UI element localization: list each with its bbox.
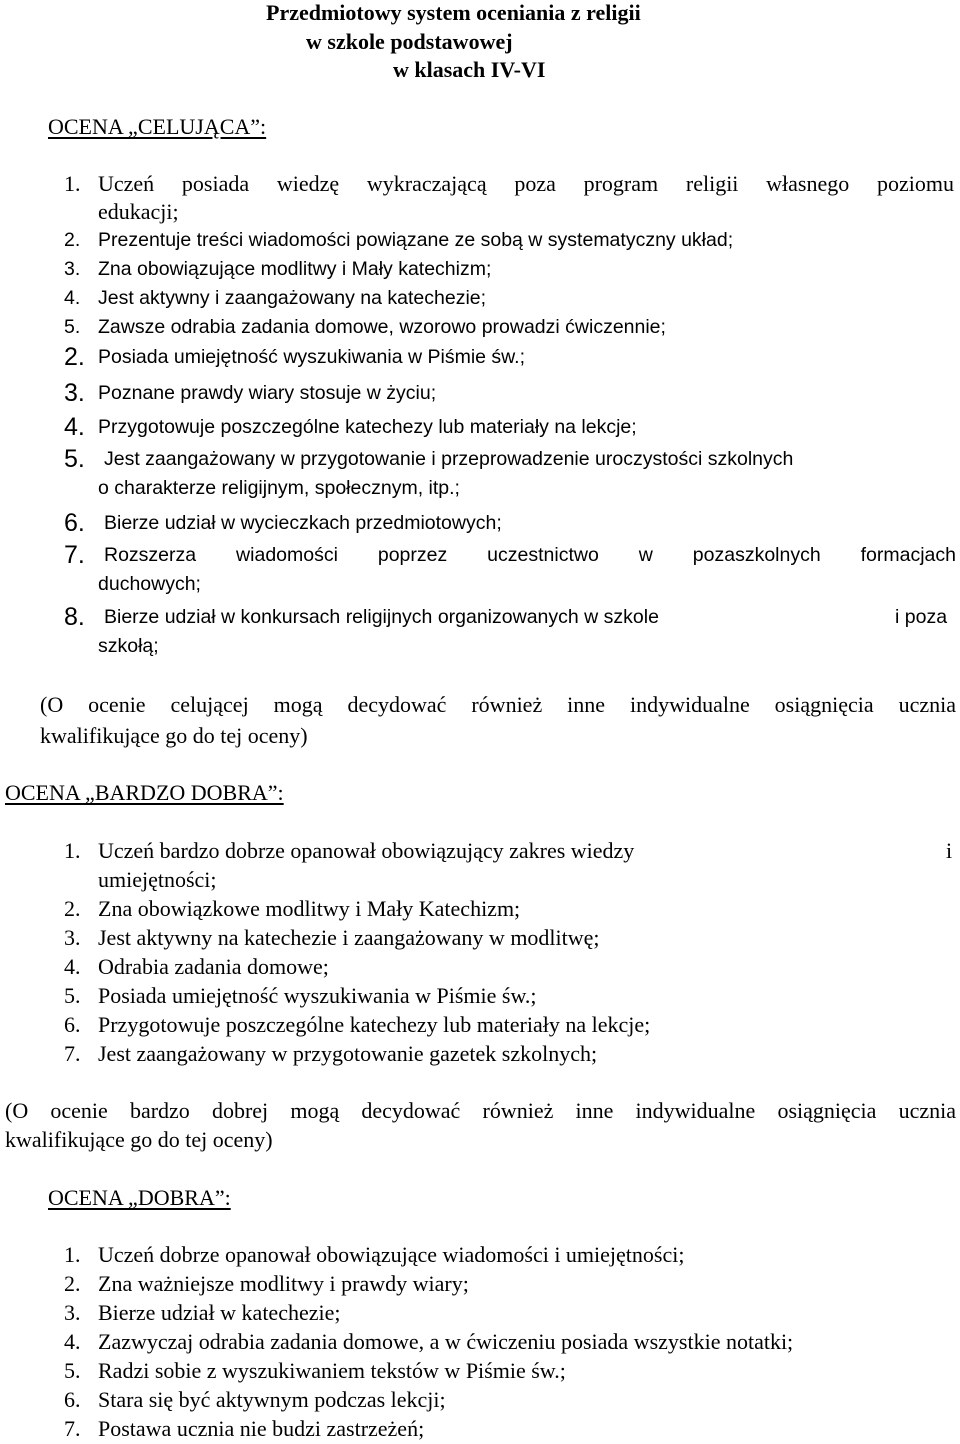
item-text: Bierze udział w katechezie; <box>98 1300 341 1325</box>
item-text: Jest aktywny na katechezie i zaangażowany w modlitwę; <box>98 925 600 950</box>
item-number: 4. <box>64 413 85 441</box>
item-number: 3. <box>64 379 85 407</box>
item-number: 8. <box>64 603 85 631</box>
item-text: Jest zaangażowany w przygotowanie i przeprowadzenie uroczystości szkolnych <box>104 448 794 470</box>
item-text: Uczeń posiada wiedzę wykraczającą poza program religii własnego poziomu <box>98 171 954 196</box>
item-text: Posiada umiejętność wyszukiwania w Piśmie św.; <box>98 983 537 1008</box>
item-text: Uczeń bardzo dobrze opanował obowiązujący zakres wiedzy <box>98 838 635 863</box>
item-text-continued: szkołą; <box>98 635 159 657</box>
item-text: Stara się być aktywnym podczas lekcji; <box>98 1387 446 1412</box>
item-number: 4. <box>64 287 81 309</box>
item-number: 6. <box>64 509 85 537</box>
item-text: Zawsze odrabia zadania domowe, wzorowo prowadzi ćwiczennie; <box>98 316 666 338</box>
note-celujaca-line-1: (O ocenie celującej mogą decydować również inne indywidualne osiągnięcia ucznia <box>40 692 956 717</box>
item-number: 4. <box>64 954 81 979</box>
item-text: Bierze udział w wycieczkach przedmiotowych; <box>104 512 502 534</box>
document-title-line-2: w szkole podstawowej <box>306 29 513 54</box>
item-number: 7. <box>64 1416 81 1441</box>
item-text: Poznane prawdy wiary stosuje w życiu; <box>98 382 437 404</box>
item-number: 5. <box>64 1358 81 1383</box>
item-number: 6. <box>64 1387 81 1412</box>
item-text: Postawa ucznia nie budzi zastrzeżeń; <box>98 1416 425 1441</box>
item-number: 4. <box>64 1329 81 1354</box>
item-text: Posiada umiejętność wyszukiwania w Piśmie św.; <box>98 346 526 368</box>
item-text-continued: o charakterze religijnym, społecznym, itp.; <box>98 477 460 499</box>
item-text: Zna obowiązujące modlitwy i Mały katechizm; <box>98 258 492 280</box>
item-text-continued: duchowych; <box>98 573 201 595</box>
item-text: Radzi sobie z wyszukiwaniem tekstów w Piśmie św.; <box>98 1358 566 1383</box>
item-text: Jest zaangażowany w przygotowanie gazetek szkolnych; <box>98 1041 598 1066</box>
note-bardzo-dobra-line-2: kwalifikujące go do tej oceny) <box>5 1127 273 1152</box>
item-number: 6. <box>64 1012 81 1037</box>
item-number: 2. <box>64 229 81 251</box>
item-text: Rozszerza wiadomości poprzez uczestnictwo w pozaszkolnych formacjach <box>104 544 956 566</box>
item-text: Bierze udział w konkursach religijnych organizowanych w szkole <box>104 606 659 628</box>
item-number: 5. <box>64 445 85 473</box>
item-number: 5. <box>64 316 81 338</box>
item-number: 3. <box>64 1300 81 1325</box>
section-heading-dobra: OCENA „DOBRA”: <box>48 1185 231 1210</box>
item-number: 1. <box>64 838 81 863</box>
item-text: Zazwyczaj odrabia zadania domowe, a w ćwiczeniu posiada wszystkie notatki; <box>98 1329 794 1354</box>
note-celujaca-line-2: kwalifikujące go do tej oceny) <box>40 723 308 748</box>
item-text: Uczeń dobrze opanował obowiązujące wiadomości i umiejętności; <box>98 1242 685 1267</box>
item-number: 2. <box>64 1271 81 1296</box>
item-number: 1. <box>64 171 81 196</box>
section-heading-bardzo-dobra: OCENA „BARDZO DOBRA”: <box>5 780 284 805</box>
document-title-line-3: w klasach IV-VI <box>393 57 546 82</box>
item-text: Przygotowuje poszczególne katechezy lub materiały na lekcje; <box>98 416 637 438</box>
document-title-line-1: Przedmiotowy system oceniania z religii <box>266 0 641 25</box>
note-bardzo-dobra-line-1: (O ocenie bardzo dobrej mogą decydować również inne indywidualne osiągnięcia ucznia <box>5 1098 956 1123</box>
item-text-tail: i poza <box>895 606 948 628</box>
item-number: 2. <box>64 896 81 921</box>
item-text: Zna ważniejsze modlitwy i prawdy wiary; <box>98 1271 469 1296</box>
item-text-continued: edukacji; <box>98 199 179 224</box>
section-heading-celujaca: OCENA „CELUJĄCA”: <box>48 114 267 139</box>
item-number: 7. <box>64 541 85 569</box>
item-number: 2. <box>64 343 85 371</box>
item-text-continued: umiejętności; <box>98 867 217 892</box>
item-text: Zna obowiązkowe modlitwy i Mały Katechizm; <box>98 896 521 921</box>
item-number: 5. <box>64 983 81 1008</box>
item-text: Jest aktywny i zaangażowany na katechezie; <box>98 287 487 309</box>
item-text: Odrabia zadania domowe; <box>98 954 329 979</box>
item-text: Przygotowuje poszczególne katechezy lub materiały na lekcje; <box>98 1012 651 1037</box>
item-number: 1. <box>64 1242 81 1267</box>
item-text: Prezentuje treści wiadomości powiązane ze sobą w systematyczny układ; <box>98 229 734 251</box>
item-number: 7. <box>64 1041 81 1066</box>
item-text-tail: i <box>946 838 953 863</box>
item-number: 3. <box>64 925 81 950</box>
item-number: 3. <box>64 258 81 280</box>
